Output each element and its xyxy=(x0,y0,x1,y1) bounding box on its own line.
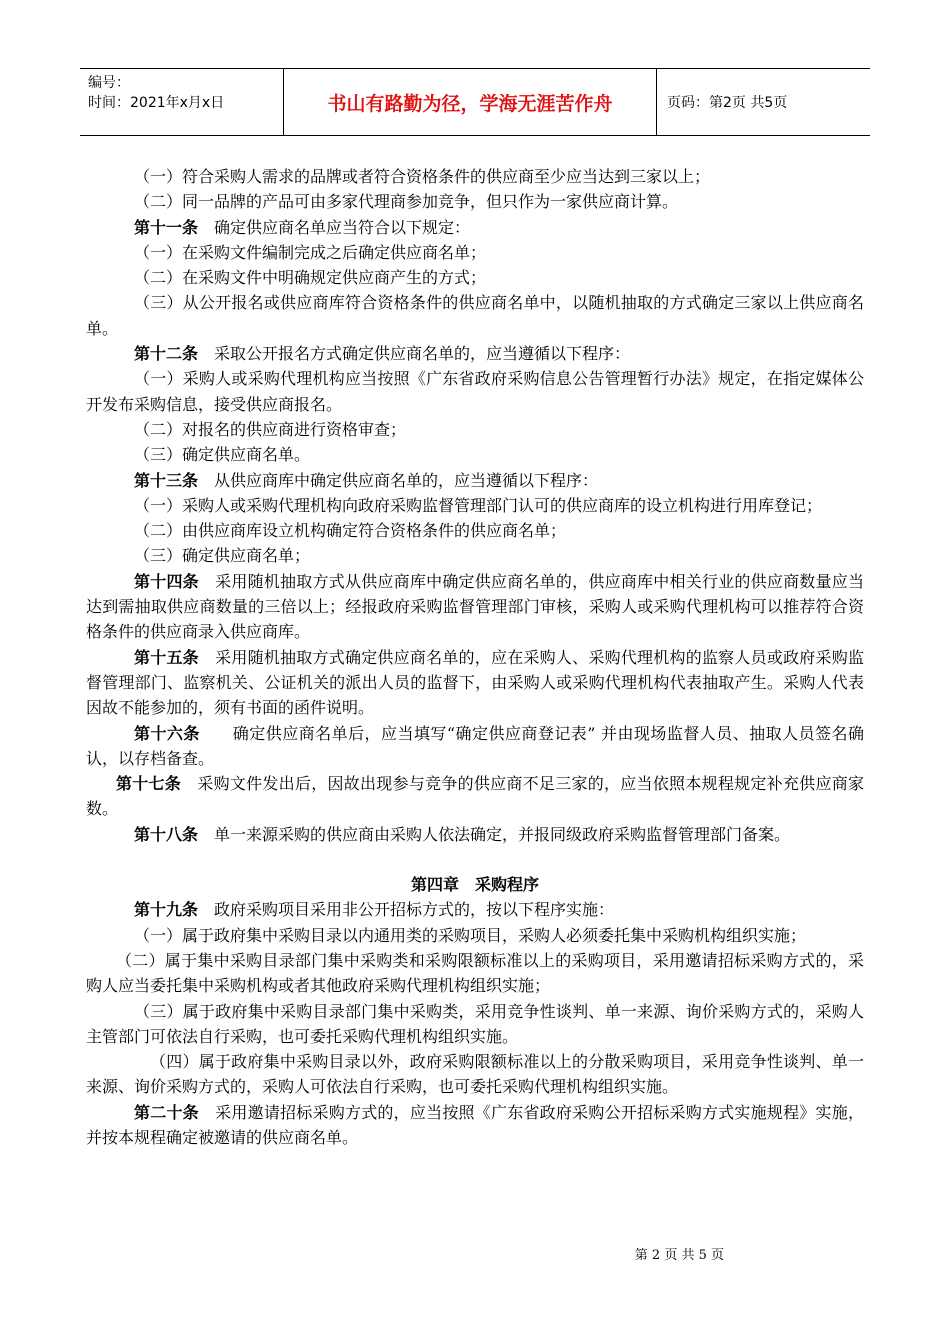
header-motto: 书山有路勤为径，学海无涯苦作舟 xyxy=(284,69,657,135)
article-paragraph: 第十七条 采购文件发出后，因故出现参与竞争的供应商不足三家的，应当依照本规程规定补充供应商家数。 xyxy=(86,774,864,819)
paragraph: （二）在采购文件中明确规定供应商产生的方式； xyxy=(134,268,487,288)
article-paragraph: 第十六条 确定供应商名单后，应当填写“确定供应商登记表” 并由现场监督人员、抽取人员签名确认，以存档备查。 xyxy=(86,723,864,768)
header-meta xyxy=(80,69,284,135)
paragraph: （一）符合采购人需求的品牌或者符合资格条件的供应商至少应当达到三家以上； xyxy=(134,167,711,186)
paragraph: （一）采购人或采购代理机构应当按照《广东省政府采购信息公告管理暂行办法》规定，在指定媒体公开发布采购信息，接受供应商报名。 xyxy=(86,369,864,414)
chapter-title: 第四章 采购程序 xyxy=(410,875,539,895)
article-heading: 第十六条 xyxy=(134,723,200,743)
header-page-info: 页码：第2页 共5页 xyxy=(667,95,788,111)
paragraph: （二）属于集中采购目录部门集中采购类和采购限额标准以上的采购项目，采用邀请招标采购方式的，采购人应当委托集中采购机构或者其他政府采购代理机构组织实施； xyxy=(86,950,864,996)
article-heading: 第十九条 xyxy=(134,900,199,920)
paragraph: （四）属于政府集中采购目录以外，政府采购限额标准以上的分散采购项目，采用竞争性谈判、单一来源、询价采购方式的，采购人可依法自行采购，也可委托采购代理机构组织实施。 xyxy=(86,1052,864,1097)
article-paragraph: 第十三条 从供应商库中确定供应商名单的，应当遵循以下程序： xyxy=(134,470,599,490)
article-paragraph: 第十一条 确定供应商名单应当符合以下规定： xyxy=(134,217,471,237)
article-heading: 第十五条 xyxy=(134,647,199,667)
article-heading: 第十一条 xyxy=(134,217,199,237)
document-body xyxy=(86,164,864,1150)
article-paragraph: 第十五条 采用随机抽取方式确定供应商名单的，应在采购人、采购代理机构的监察人员或政府采购监督管理部门、监察机关、公证机关的派出人员的监督下，由采购人或采购代理机构代表抽取产生。采购人代表因故不能参加的，须有书面的函件说明。 xyxy=(86,647,864,718)
document-number-label: 编号： xyxy=(88,75,130,91)
paragraph: （三）属于政府集中采购目录部门集中采购类，采用竞争性谈判、单一来源、询价采购方式的，采购人主管部门可依法自行采购，也可委托采购代理机构组织实施。 xyxy=(86,1001,864,1046)
article-heading: 第十四条 xyxy=(134,571,199,591)
article-heading: 第十七条 xyxy=(116,774,182,794)
paragraph: （一）属于政府集中采购目录以内通用类的采购项目，采购人必须委托集中采购机构组织实施； xyxy=(134,925,807,945)
article-paragraph: 第十九条 政府采购项目采用非公开招标方式的，按以下程序实施： xyxy=(134,900,615,920)
article-paragraph: 第二十条 采用邀请招标采购方式的，应当按照《广东省政府采购公开招标采购方式实施规程》实施，并按本规程确定被邀请的供应商名单。 xyxy=(86,1102,864,1147)
article-paragraph: 第十四条 采用随机抽取方式从供应商库中确定供应商名单的，供应商库中相关行业的供应商数量应当达到需抽取供应商数量的三倍以上；经报政府采购监督管理部门审核，采购人或采购代理机构可以推荐符合资格条件的供应商录入供应商库。 xyxy=(86,571,864,642)
document-time-label: 时间：2021年x月x日 xyxy=(88,95,225,111)
paragraph: （三）确定供应商名单； xyxy=(134,546,311,566)
article-heading: 第十三条 xyxy=(134,470,199,490)
page-header xyxy=(80,68,870,136)
paragraph: （三）从公开报名或供应商库符合资格条件的供应商名单中，以随机抽取的方式确定三家以上供应商名单。 xyxy=(86,293,864,338)
paragraph: （二）对报名的供应商进行资格审查； xyxy=(134,419,407,439)
article-heading: 第二十条 xyxy=(134,1102,199,1122)
paragraph: （三）确定供应商名单。 xyxy=(134,445,311,465)
paragraph: （一）采购人或采购代理机构向政府采购监督管理部门认可的供应商库的设立机构进行用库登记； xyxy=(134,495,823,515)
article-heading: 第十八条 xyxy=(134,824,199,844)
paragraph: （一）在采购文件编制完成之后确定供应商名单； xyxy=(134,242,487,262)
article-paragraph: 第十二条 采取公开报名方式确定供应商名单的，应当遵循以下程序： xyxy=(134,344,631,364)
page-footer: 第 2 页 共 5 页 xyxy=(634,1248,724,1263)
paragraph: （二）同一品牌的产品可由多家代理商参加竞争，但只作为一家供应商计算。 xyxy=(134,192,679,212)
article-heading: 第十二条 xyxy=(134,344,199,364)
paragraph: （二）由供应商库设立机构确定符合资格条件的供应商名单； xyxy=(134,521,567,541)
article-paragraph: 第十八条 单一来源采购的供应商由采购人依法确定，并报同级政府采购监督管理部门备案。 xyxy=(134,824,791,844)
